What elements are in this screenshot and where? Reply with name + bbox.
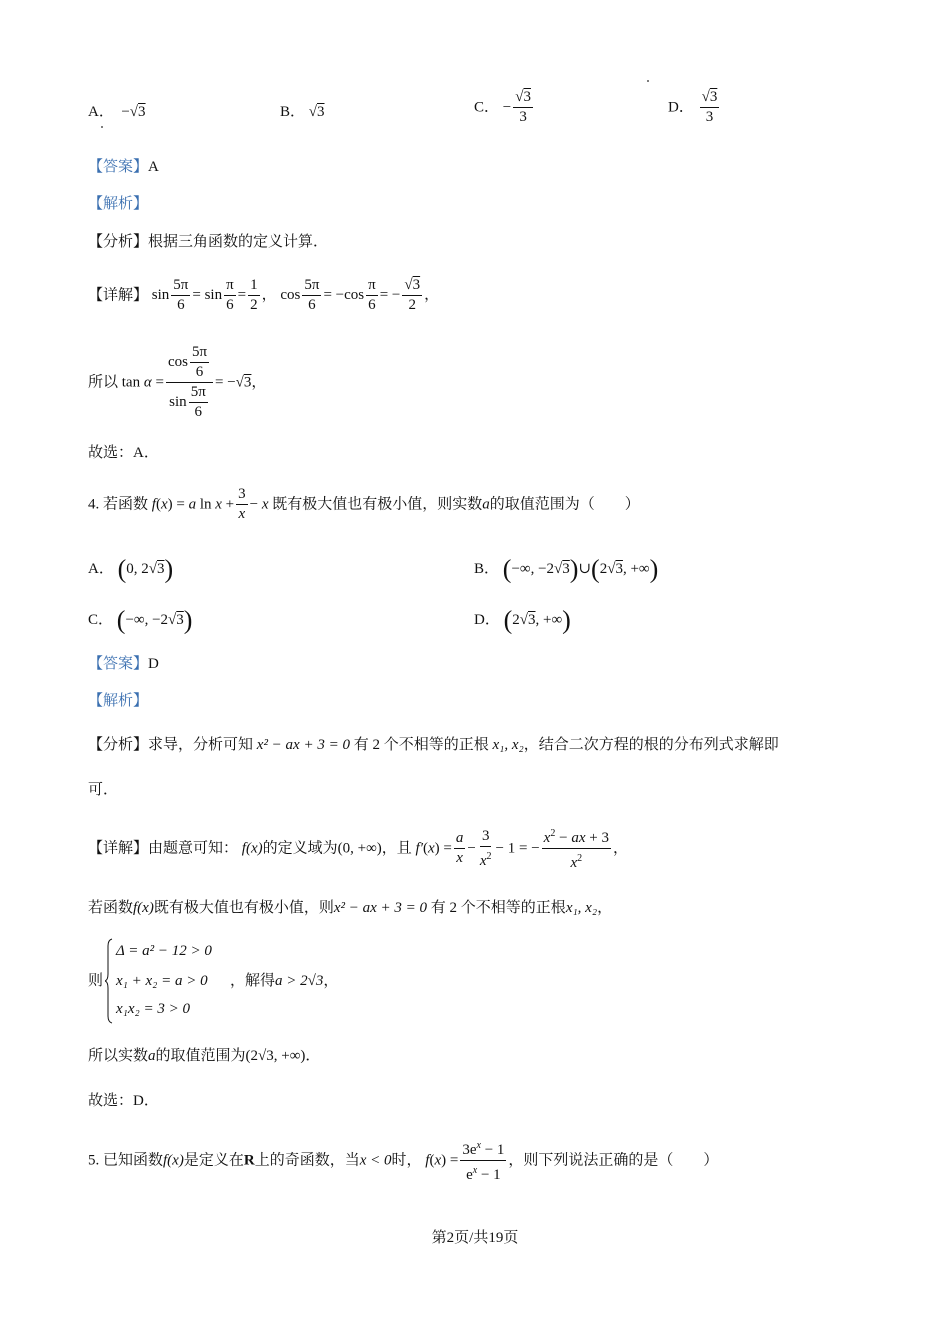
fenxi-roots: x₁, x₂ bbox=[492, 737, 524, 753]
stem-text2: 上的奇函数，当 bbox=[254, 1152, 360, 1169]
detail-tag: 【详解】 bbox=[88, 287, 149, 304]
option-label: C． bbox=[474, 99, 500, 116]
q4-fenxi-cont: 可． bbox=[88, 782, 119, 798]
suoyi-range: (2√3, +∞) bbox=[245, 1048, 306, 1064]
system-eq-3: x₁x₂ = 3 > 0 bbox=[116, 1001, 190, 1017]
stem-prefix: 4. 若函数 bbox=[88, 496, 149, 513]
q3-answer bbox=[88, 156, 159, 178]
q3-fenxi bbox=[88, 231, 328, 253]
stem-fx: f(x) bbox=[163, 1152, 184, 1169]
stem-R: R bbox=[243, 1152, 255, 1169]
stem-suffix: 既有极大值也有极小值，则实数 bbox=[272, 496, 483, 513]
q3-option-a bbox=[88, 101, 146, 123]
q4-answer bbox=[88, 653, 159, 675]
option-label: C． bbox=[88, 612, 114, 628]
speck-mark bbox=[101, 126, 103, 128]
option-math: (−∞, −2√3)∪(2√3, +∞) bbox=[502, 554, 659, 584]
line2-text2: 有 2 个不相等的正根 bbox=[430, 900, 566, 916]
q3-analysis-tag: 【解析】 bbox=[88, 196, 149, 212]
q3-detail bbox=[88, 276, 439, 315]
q4-analysis-tag: 【解析】 bbox=[88, 693, 149, 709]
fenxi-tag: 【分析】 bbox=[88, 234, 149, 250]
q4-option-c bbox=[88, 605, 193, 635]
option-math: (2√3, +∞) bbox=[503, 605, 571, 635]
stem-cond: x < 0 bbox=[359, 1152, 392, 1169]
q5-stem bbox=[88, 1136, 718, 1185]
answer-tag: 【答案】 bbox=[88, 656, 149, 672]
fenxi-text1: 求导，分析可知 bbox=[148, 737, 254, 753]
system-eq-2: x₁ + x₂ = a > 0 bbox=[116, 973, 208, 989]
detail-domain: (0, +∞) bbox=[337, 840, 382, 857]
line2-end: ， bbox=[597, 900, 613, 916]
q4-ze: 则 bbox=[88, 973, 104, 989]
fenxi-text3: ，结合二次方程的根的分布列式求解即 bbox=[523, 737, 779, 753]
option-math: (0, 2√3) bbox=[117, 554, 174, 584]
fenxi-text2: 有 2 个不相等的正根 bbox=[353, 737, 489, 753]
option-label: D． bbox=[474, 612, 500, 628]
answer-value: A bbox=[148, 159, 159, 175]
detail-text3: ，且 bbox=[381, 840, 412, 857]
option-label: A． bbox=[88, 104, 114, 120]
option-label: B． bbox=[474, 561, 500, 577]
q4-suoyi bbox=[88, 1045, 320, 1067]
suoyi-formula: tan α = cos $\frac{5\pi}{6}$ sin $\frac{5\pi}{6}$ = −√3， bbox=[121, 344, 267, 420]
suoyi-text: 所以实数 bbox=[88, 1048, 149, 1064]
q3-option-d bbox=[668, 88, 721, 127]
line2-fx: f(x) bbox=[133, 900, 154, 916]
stem-formula: f(x) = a ln x + $\frac{3}{x}$ − x bbox=[151, 486, 269, 522]
q3-choose: 故选：A． bbox=[88, 445, 159, 461]
q3-option-b bbox=[280, 101, 325, 123]
detail-deriv: f′(x) = $\frac{a}{x}$ − $\frac{3}{x^2}$ − 1 = − $\frac{x^2 - ax + 3}{x^2}$ bbox=[416, 840, 613, 856]
q4-option-b bbox=[474, 554, 659, 584]
jiede-end: ， bbox=[323, 973, 339, 989]
detail-text2: 的定义域为 bbox=[262, 840, 338, 857]
line2-prefix: 若函数 bbox=[88, 900, 134, 916]
option-label: D． bbox=[668, 99, 694, 116]
jiede-text: ，解得 bbox=[230, 973, 276, 989]
q4-line2 bbox=[88, 897, 612, 919]
q3-option-c: C． − $\frac{√3}{3}$ bbox=[474, 89, 531, 125]
q4-stem bbox=[88, 485, 640, 524]
q3-suoyi bbox=[88, 343, 266, 422]
jiede-formula: a > 2√3 bbox=[275, 973, 324, 989]
detail-formula: sin $\frac{5\pi}{6}$ = sin $\frac{\pi}{6}$ = $\frac{1}{2}$ ， cos $\frac{5\pi}{6}$ = −cos $\frac{\pi}{6}$ = − $\frac{√3}{2}$ ， bbox=[151, 277, 440, 313]
q4-jiede bbox=[230, 970, 338, 992]
line2-formula: x² − ax + 3 = 0 bbox=[333, 900, 428, 916]
option-label: A． bbox=[88, 561, 114, 577]
answer-tag: 【答案】 bbox=[88, 159, 149, 175]
detail-end: ， bbox=[612, 840, 628, 857]
suoyi-prefix: 所以 bbox=[88, 374, 119, 391]
stem-text1: 是定义在 bbox=[183, 1152, 244, 1169]
stem-var: a bbox=[482, 496, 490, 513]
fenxi-formula: x² − ax + 3 = 0 bbox=[256, 737, 350, 753]
detail-tag: 【详解】 bbox=[88, 840, 149, 857]
system-eq-1: Δ = a² − 12 > 0 bbox=[116, 943, 212, 959]
suoyi-end: ． bbox=[305, 1048, 321, 1064]
answer-value: D bbox=[148, 656, 159, 672]
fenxi-tag: 【分析】 bbox=[88, 737, 149, 753]
line2-roots: x₁, x₂ bbox=[565, 900, 598, 916]
q4-choose: 故选：D． bbox=[88, 1093, 159, 1109]
speck-mark bbox=[647, 80, 649, 82]
line2-text1: 既有极大值也有极小值，则 bbox=[153, 900, 334, 916]
detail-fx: f(x) bbox=[241, 840, 263, 857]
option-math: (−∞, −2√3) bbox=[116, 605, 193, 635]
q4-option-d bbox=[474, 605, 571, 635]
option-math: √3 bbox=[308, 104, 325, 120]
fenxi-text: 根据三角函数的定义计算． bbox=[148, 234, 329, 250]
q4-option-a bbox=[88, 554, 174, 584]
stem-text3: 时， bbox=[391, 1152, 422, 1169]
option-fraction: $\frac{√3}{3}$ bbox=[515, 89, 531, 125]
page-footer: 第2页/共19页 bbox=[431, 1230, 519, 1246]
option-math: −√3 bbox=[117, 104, 146, 120]
suoyi-text2: 的取值范围为 bbox=[155, 1048, 246, 1064]
stem-formula: f(x) = $\frac{3e^x - 1}{e^x - 1}$ bbox=[425, 1152, 508, 1168]
stem-end: ，则下列说法正确的是（ ） bbox=[508, 1152, 719, 1169]
suoyi-var: a bbox=[148, 1048, 156, 1064]
system-brace bbox=[105, 938, 113, 1024]
stem-end: 的取值范围为（ ） bbox=[489, 496, 640, 513]
stem-prefix: 5. 已知函数 bbox=[88, 1152, 164, 1169]
detail-text1: 由题意可知： bbox=[148, 840, 239, 857]
option-label: B． bbox=[280, 104, 306, 120]
q4-fenxi bbox=[88, 734, 779, 756]
option-fraction: $\frac{√3}{3}$ bbox=[701, 89, 718, 125]
q4-detail bbox=[88, 824, 628, 873]
